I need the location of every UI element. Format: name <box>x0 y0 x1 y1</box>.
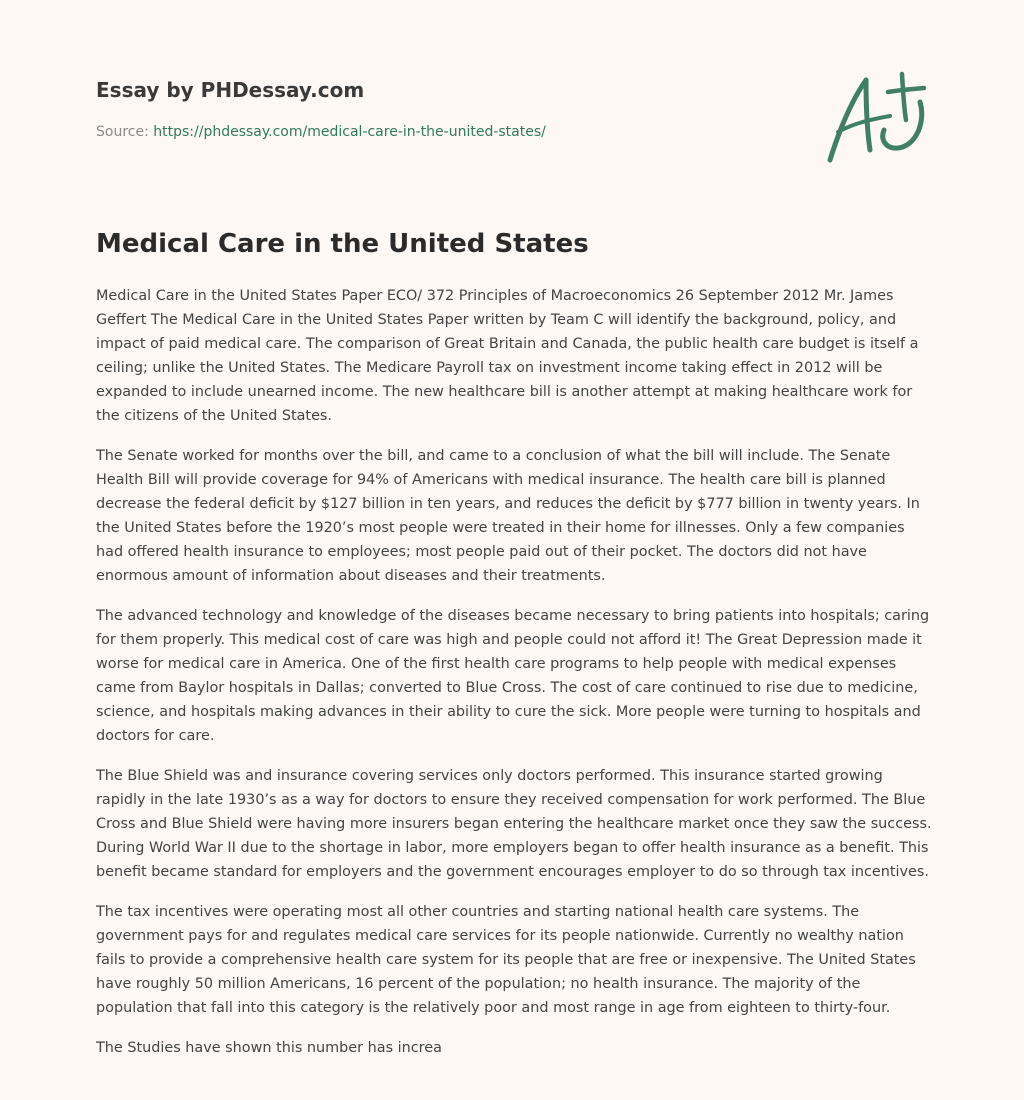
source-label: Source: <box>96 124 149 140</box>
essay-paragraph: The advanced technology and knowledge of the diseases became necessary to bring patients into hospitals; caring for them properly. This medical cost of care was high and people could not afford it! The Great Depression made it worse for medical care in America. One of the first health care programs to help people with medical expenses came from Baylor hospitals in Dallas; converted to Blue Cross. The cost of care continued to rise due to medicine, science, and hospitals making advances in their ability to cure the sick. More people were turning to hospitals and doctors for care. <box>96 608 930 744</box>
essay-paragraph: The Senate worked for months over the bill, and came to a conclusion of what the bill will include. The Senate Health Bill will provide coverage for 94% of Americans with medical insurance. The health care bill is planned decrease the federal deficit by $127 billion in ten years, and reduces the deficit by $777 billion in twenty years. In the United States before the 1920’s most people were treated in their home for illnesses. Only a few companies had offered health insurance to employees; most people paid out of their pocket. The doctors did not have enormous amount of information about diseases and their treatments. <box>96 448 920 584</box>
essay-title: Medical Care in the United States <box>96 229 589 259</box>
essay-paragraph: The Blue Shield was and insurance covering services only doctors performed. This insurance started growing rapidly in the late 1930’s as a way for doctors to ensure they received compensation for work performed. The Blue Cross and Blue Shield were having more insurers began entering the healthcare market once they saw the success. During World War II due to the shortage in labor, more employers began to offer health insurance as a benefit. This benefit became standard for employers and the government encourages employer to do so through tax incentives. <box>96 768 932 880</box>
essay-paragraph: The tax incentives were operating most all other countries and starting national health care systems. The government pays for and regulates medical care services for its people nationwide. Currently no wealthy nation fails to provide a comprehensive health care system for its people that are free or inexpensive. The United States have roughly 50 million Americans, 16 percent of the population; no health insurance. The majority of the population that fall into this category is the relatively poor and most range in age from eighteen to thirty-four. <box>96 904 916 1016</box>
page-header <box>96 76 796 142</box>
source-line <box>96 122 796 142</box>
essay-body <box>96 284 932 1076</box>
essay-paragraph: Medical Care in the United States Paper ECO/ 372 Principles of Macroeconomics 26 September 2012 Mr. James Geffert The Medical Care in the United States Paper written by Team C will identify the background, policy, and impact of paid medical care. The comparison of Great Britain and Canada, the public health care budget is itself a ceiling; unlike the United States. The Medicare Payroll tax on investment income taking effect in 2012 will be expanded to include unearned income. The new healthcare bill is another attempt at making healthcare work for the citizens of the United States. <box>96 288 919 424</box>
site-brand: Essay by PHDessay.com <box>96 78 365 102</box>
source-link[interactable]: https://phdessay.com/medical-care-in-the-united-states/ <box>153 124 546 140</box>
a-plus-logo-icon <box>820 66 930 166</box>
essay-paragraph-truncated: The Studies have shown this number has increa <box>96 1040 442 1056</box>
